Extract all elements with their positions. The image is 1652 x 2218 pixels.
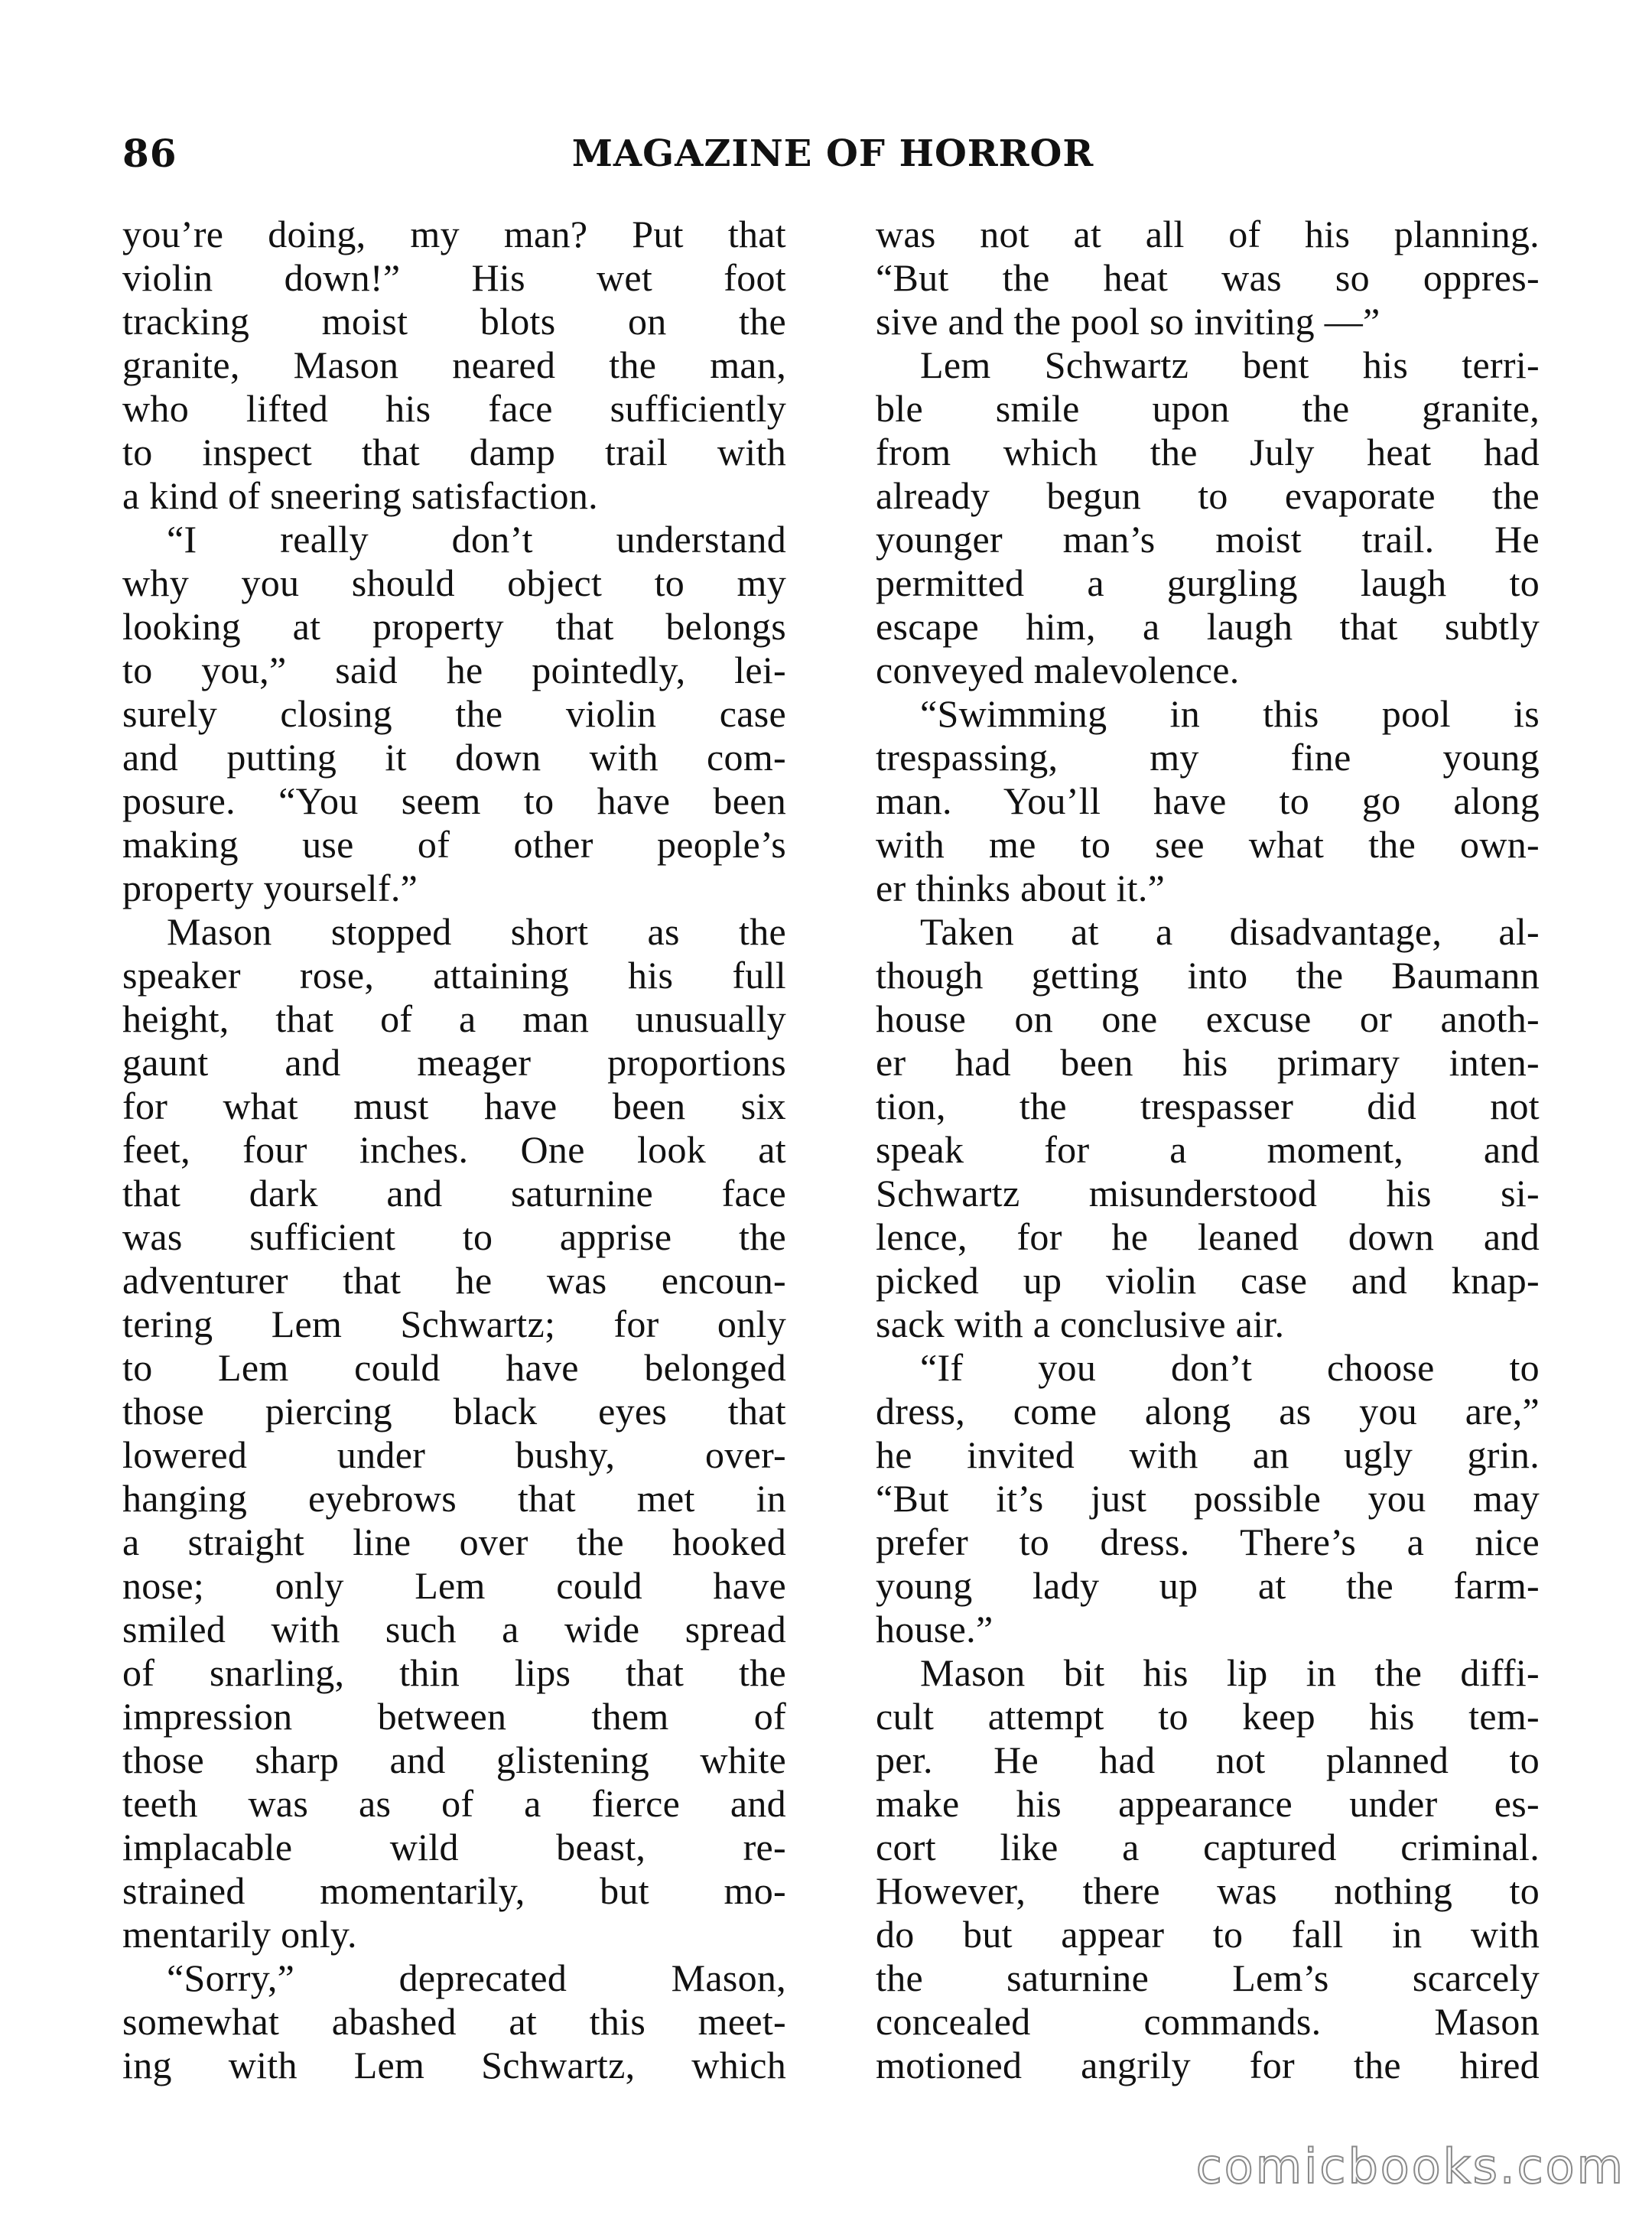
page-number: 86 (122, 131, 177, 176)
text-line: Mason bit his lip in the diffi- (920, 1651, 1540, 1694)
text-line: hanging eyebrows that met in (122, 1477, 786, 1520)
text-line: Mason stopped short as the (167, 910, 786, 953)
text-line: “Sorry,” deprecated Mason, (167, 1956, 786, 1999)
text-line: from which the July heat had (876, 431, 1540, 473)
text-line: lowered under bushy, over- (122, 1433, 786, 1476)
text-line: implacable wild beast, re- (122, 1826, 786, 1868)
text-line: er thinks about it.” (876, 867, 1166, 909)
text-line: cort like a captured criminal. (876, 1826, 1540, 1868)
text-line: er had been his primary inten- (876, 1041, 1540, 1084)
text-line: conveyed malevolence. (876, 649, 1240, 691)
text-line: those sharp and glistening white (122, 1738, 786, 1781)
text-line: though getting into the Baumann (876, 954, 1540, 997)
text-column-right (876, 213, 1540, 2087)
text-line: smiled with such a wide spread (122, 1608, 786, 1650)
text-column-left (122, 213, 786, 2087)
text-line: teeth was as of a fierce and (122, 1782, 786, 1825)
text-line: height, that of a man unusually (122, 997, 786, 1040)
text-line: prefer to dress. There’s a nice (876, 1520, 1540, 1563)
text-line: and putting it down with com- (122, 736, 786, 779)
text-line: sack with a conclusive air. (876, 1303, 1285, 1345)
page-header (122, 127, 1543, 180)
text-line: “I really don’t understand (167, 518, 786, 561)
text-line: motioned angrily for the hired (876, 2044, 1540, 2086)
text-line: ble smile upon the granite, (876, 387, 1540, 430)
text-line: nose; only Lem could have (122, 1564, 786, 1607)
text-line: ing with Lem Schwartz, which (122, 2044, 786, 2086)
text-line: those piercing black eyes that (122, 1390, 786, 1433)
text-line: to inspect that damp trail with (122, 431, 786, 473)
text-line: house on one excuse or anoth- (876, 997, 1540, 1040)
text-line: picked up violin case and knap- (876, 1259, 1540, 1302)
text-line: impression between them of (122, 1695, 786, 1738)
text-line: However, there was nothing to (876, 1869, 1540, 1912)
text-line: “But the heat was so oppres- (876, 256, 1540, 299)
text-line: granite, Mason neared the man, (122, 343, 786, 386)
text-line: speaker rose, attaining his full (122, 954, 786, 997)
text-line: trespassing, my fine young (876, 736, 1540, 779)
text-line: was not at all of his planning. (876, 213, 1540, 255)
watermark: comicbooks.com (1195, 2138, 1625, 2194)
text-line: strained momentarily, but mo- (122, 1869, 786, 1912)
text-line: looking at property that belongs (122, 605, 786, 648)
text-line: adventurer that he was encoun- (122, 1259, 786, 1302)
text-line: speak for a moment, and (876, 1128, 1540, 1171)
text-line: of snarling, thin lips that the (122, 1651, 786, 1694)
text-line: surely closing the violin case (122, 692, 786, 735)
text-line: somewhat abashed at this meet- (122, 2000, 786, 2043)
text-line: gaunt and meager proportions (122, 1041, 786, 1084)
text-line: lence, for he leaned down and (876, 1215, 1540, 1258)
text-line: why you should object to my (122, 561, 786, 604)
text-line: Lem Schwartz bent his terri- (920, 343, 1540, 386)
text-line: Schwartz misunderstood his si- (876, 1172, 1540, 1215)
text-line: Taken at a disadvantage, al- (920, 910, 1540, 953)
text-line: you’re doing, my man? Put that (122, 213, 786, 255)
text-line: mentarily only. (122, 1913, 357, 1956)
text-line: sive and the pool so inviting —” (876, 300, 1380, 343)
text-line: already begun to evaporate the (876, 474, 1540, 517)
text-line: “Swimming in this pool is (920, 692, 1540, 735)
text-line: property yourself.” (122, 867, 418, 909)
text-line: tering Lem Schwartz; for only (122, 1303, 786, 1345)
text-line: cult attempt to keep his tem- (876, 1695, 1540, 1738)
text-line: younger man’s moist trail. He (876, 518, 1540, 561)
text-line: a straight line over the hooked (122, 1520, 786, 1563)
text-line: the saturnine Lem’s scarcely (876, 1956, 1540, 1999)
text-line: for what must have been six (122, 1085, 786, 1127)
text-line: man. You’ll have to go along (876, 779, 1540, 822)
text-line: house.” (876, 1608, 993, 1650)
text-line: feet, four inches. One look at (122, 1128, 786, 1171)
text-line: with me to see what the own- (876, 823, 1540, 866)
text-line: to you,” said he pointedly, lei- (122, 649, 786, 691)
text-line: tion, the trespasser did not (876, 1085, 1540, 1127)
text-line: permitted a gurgling laugh to (876, 561, 1540, 604)
text-line: escape him, a laugh that subtly (876, 605, 1540, 648)
text-line: a kind of sneering satisfaction. (122, 474, 598, 517)
text-line: making use of other people’s (122, 823, 786, 866)
text-line: young lady up at the farm- (876, 1564, 1540, 1607)
running-head: MAGAZINE OF HORROR (571, 132, 1094, 175)
text-line: make his appearance under es- (876, 1782, 1540, 1825)
text-line: was sufficient to apprise the (122, 1215, 786, 1258)
text-line: that dark and saturnine face (122, 1172, 786, 1215)
text-line: he invited with an ugly grin. (876, 1433, 1540, 1476)
text-line: “If you don’t choose to (920, 1346, 1540, 1389)
text-line: concealed commands. Mason (876, 2000, 1540, 2043)
text-line: to Lem could have belonged (122, 1346, 786, 1389)
text-line: per. He had not planned to (876, 1738, 1540, 1781)
text-line: “But it’s just possible you may (876, 1477, 1540, 1520)
text-line: posure. “You seem to have been (122, 779, 786, 822)
text-line: do but appear to fall in with (876, 1913, 1540, 1956)
text-line: tracking moist blots on the (122, 300, 786, 343)
text-line: violin down!” His wet foot (122, 256, 786, 299)
text-line: dress, come along as you are,” (876, 1390, 1540, 1433)
text-line: who lifted his face sufficiently (122, 387, 786, 430)
